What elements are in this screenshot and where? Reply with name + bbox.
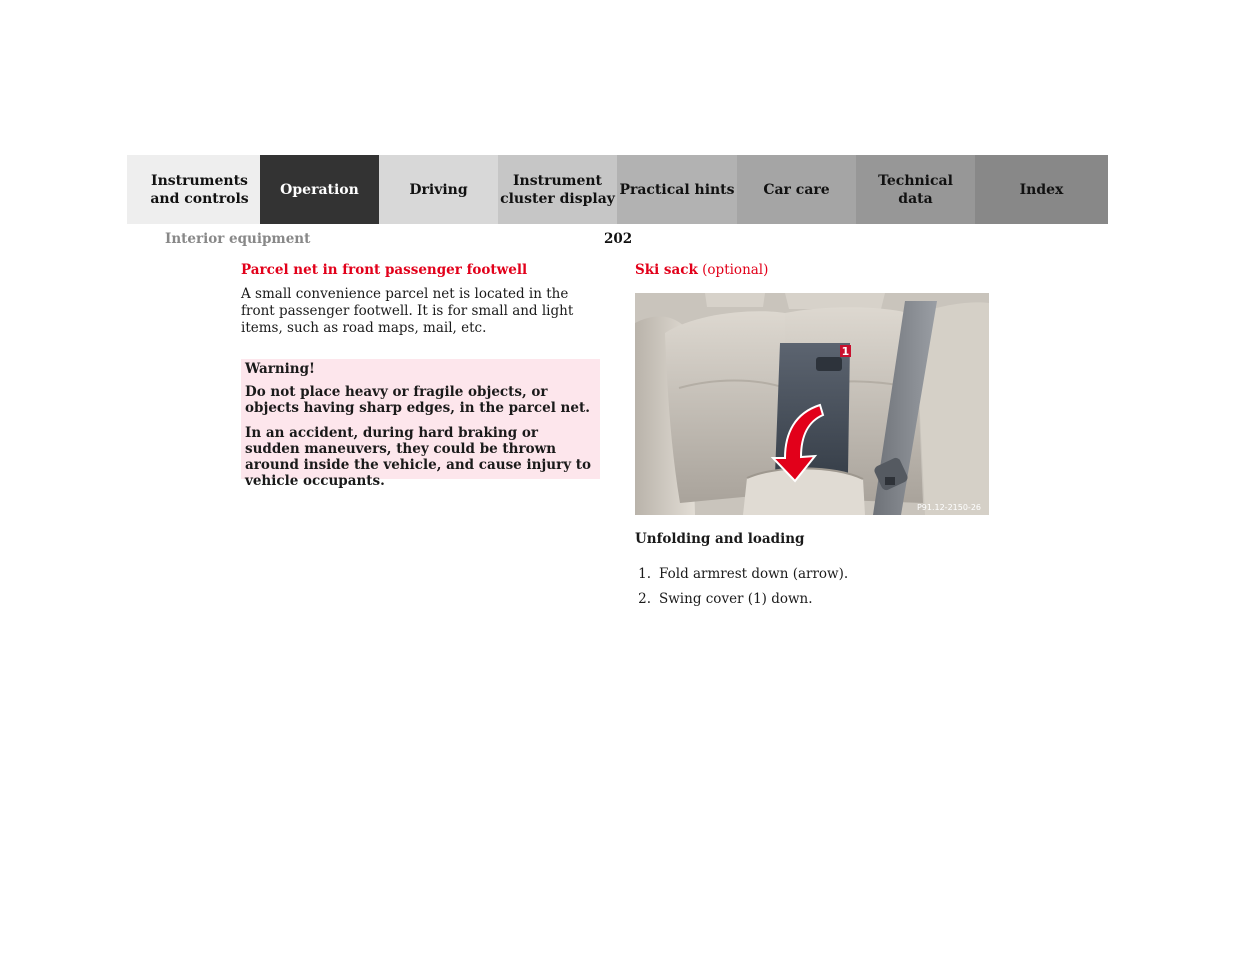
step-text: Swing cover (1) down.	[659, 591, 813, 607]
figure-code: P91.12-2150-26	[916, 503, 981, 512]
ski-sack-title: Ski sack	[635, 262, 698, 278]
warning-paragraph-1: Do not place heavy or fragile objects, or objects having sharp edges, in the parcel net.	[245, 384, 590, 416]
tab-practical-hints[interactable]: Practical hints	[617, 155, 737, 224]
tab-instrument-cluster-display[interactable]: Instrument cluster display	[498, 155, 617, 224]
tab-driving[interactable]: Driving	[379, 155, 498, 224]
parcel-net-section	[241, 262, 600, 337]
step-number: 1.	[638, 566, 651, 582]
warning-box	[241, 359, 600, 489]
tab-operation[interactable]: Operation	[260, 155, 379, 224]
ski-sack-illustration	[635, 293, 989, 515]
tab-technical-data[interactable]: Technical data	[856, 155, 975, 224]
ski-sack-heading	[635, 262, 768, 278]
tab-instruments-and-controls[interactable]: Instruments and controls	[127, 155, 260, 224]
chapter-tabs	[127, 155, 1108, 224]
step-text: Fold armrest down (arrow).	[659, 566, 849, 582]
list-item	[635, 566, 848, 583]
tab-index[interactable]: Index	[975, 155, 1108, 224]
tab-car-care[interactable]: Car care	[737, 155, 856, 224]
steps-list	[635, 566, 848, 616]
page-number: 202	[604, 231, 633, 247]
ski-sack-optional: (optional)	[702, 262, 769, 278]
warning-title: Warning!	[245, 361, 315, 377]
rear-seat-illustration	[635, 293, 989, 515]
warning-paragraph-2: In an accident, during hard braking or sudden maneuvers, they could be thrown around inside the vehicle, and cause injury to vehicle occupants.	[245, 425, 592, 489]
parcel-net-heading: Parcel net in front passenger footwell	[241, 262, 528, 278]
unfolding-loading-heading: Unfolding and loading	[635, 531, 805, 547]
list-item	[635, 591, 848, 608]
figure-callout-1: 1	[841, 345, 850, 358]
parcel-net-text: A small convenience parcel net is located in the front passenger footwell. It is for small and light items, such as road maps, mail, etc.	[241, 286, 574, 336]
section-title: Interior equipment	[165, 231, 311, 247]
step-number: 2.	[638, 591, 651, 607]
